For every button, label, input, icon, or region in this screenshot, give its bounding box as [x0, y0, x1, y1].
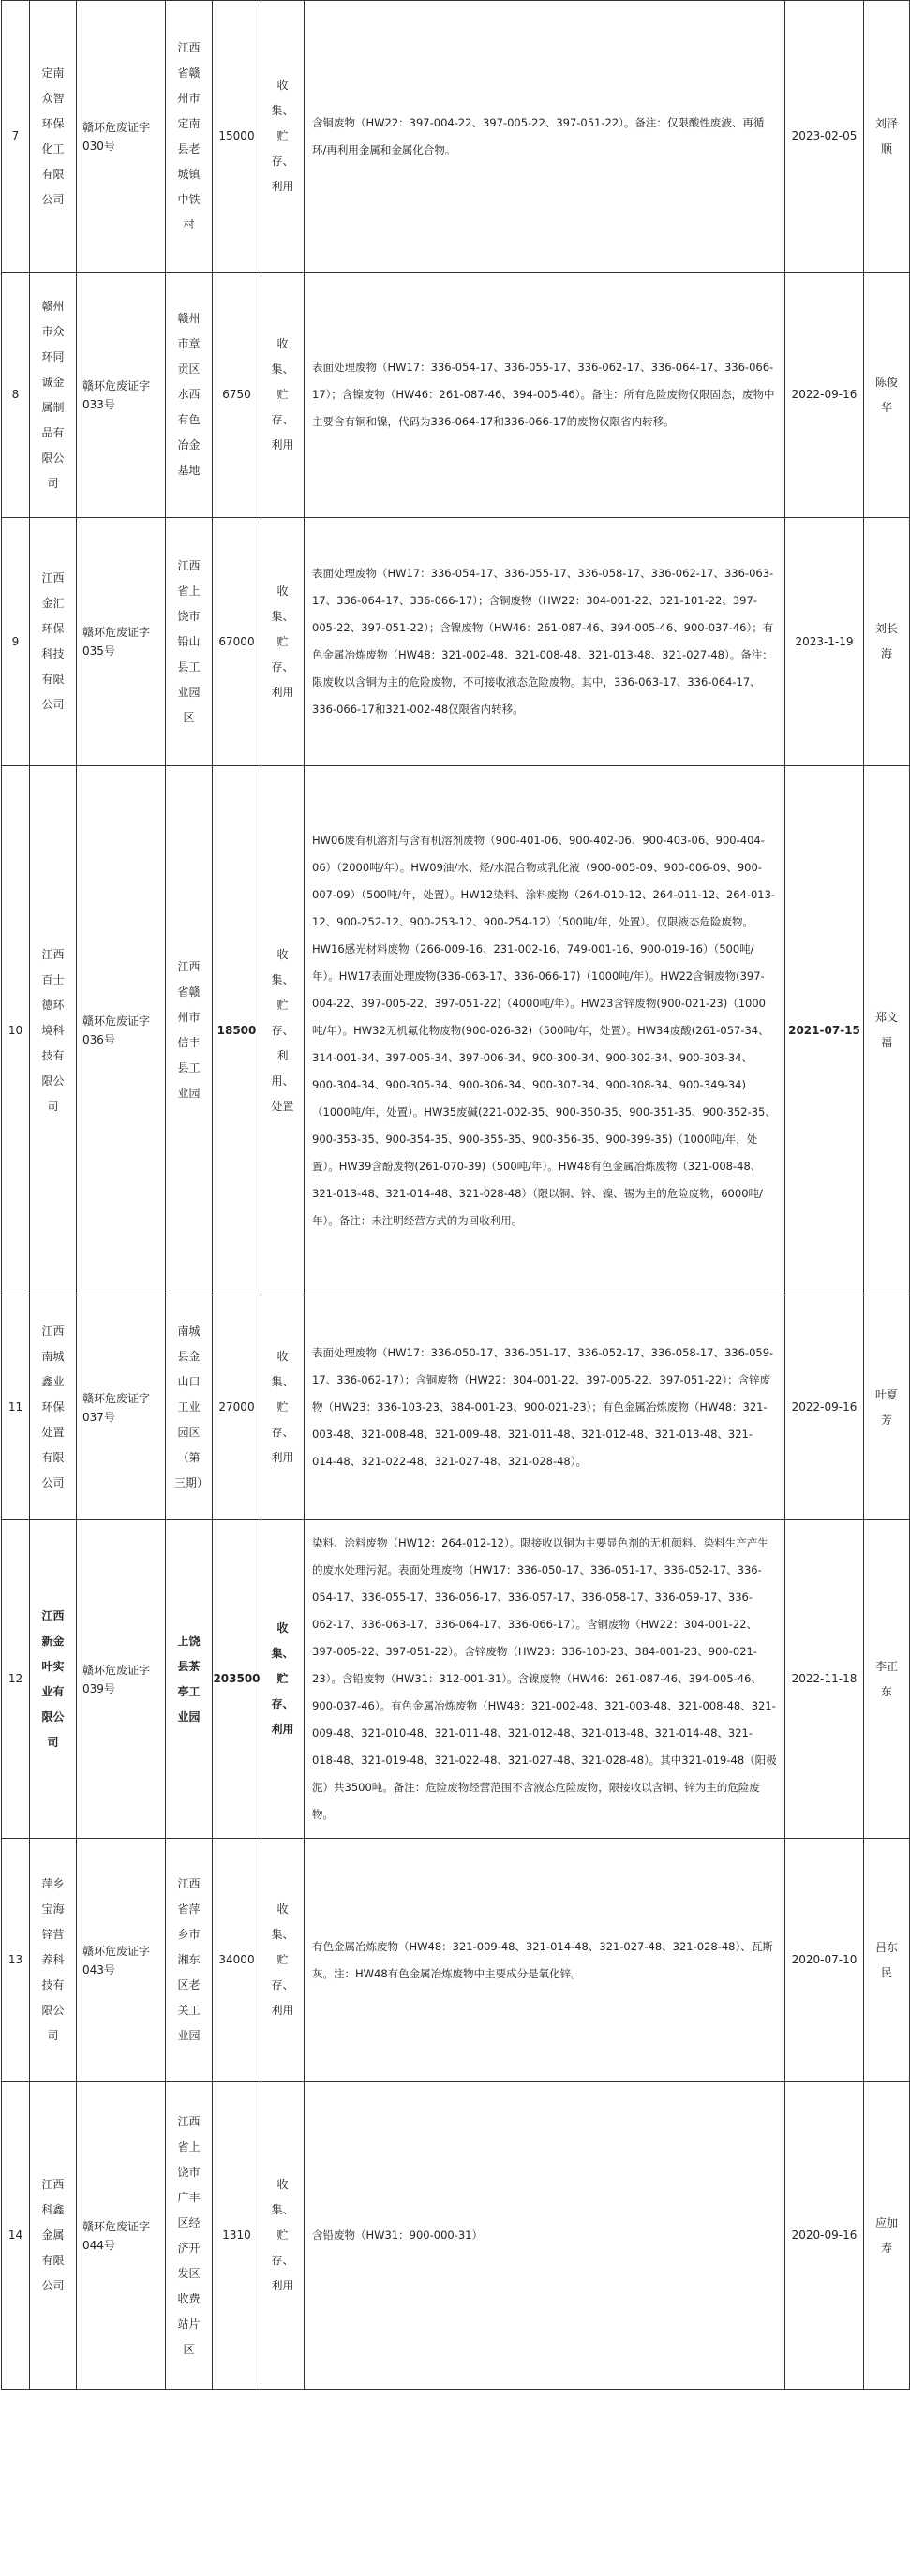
expiry-date: 2023-02-05: [785, 1, 864, 273]
operation-mode: 收集、贮存、利用: [261, 518, 305, 766]
expiry-date: 2021-07-15: [785, 766, 864, 1295]
facility-address: 上饶县茶亭工业园: [166, 1520, 213, 1839]
company-name: 江西南城鑫业环保处置有限公司: [30, 1295, 77, 1520]
row-number: 8: [2, 273, 30, 518]
expiry-date: 2022-09-16: [785, 1295, 864, 1520]
facility-address: 赣州市章贡区水西有色冶金基地: [166, 273, 213, 518]
operation-mode: 收集、贮存、利用: [261, 273, 305, 518]
license-number: 赣环危废证字043号: [77, 1839, 166, 2082]
legal-person: 叶夏芳: [864, 1295, 910, 1520]
waste-scope: 有色金属冶炼废物（HW48：321-009-48、321-014-48、321-027-48、321-028-48）、瓦斯灰。注：HW48有色金属冶炼废物中主要成分是氧化锌。: [305, 1839, 785, 2082]
table-row: [2, 518, 910, 766]
license-number: 赣环危废证字037号: [77, 1295, 166, 1520]
capacity-value: 203500: [213, 1520, 261, 1839]
company-name: 江西科鑫金属有限公司: [30, 2082, 77, 2390]
legal-person: 陈俊华: [864, 273, 910, 518]
expiry-date: 2020-07-10: [785, 1839, 864, 2082]
company-name: 赣州市众环同诚金属制品有限公司: [30, 273, 77, 518]
operation-mode: 收集、贮存、利用: [261, 2082, 305, 2390]
row-number: 12: [2, 1520, 30, 1839]
table-row: [2, 1839, 910, 2082]
expiry-date: 2022-09-16: [785, 273, 864, 518]
company-name: 定南众智环保化工有限公司: [30, 1, 77, 273]
license-number: 赣环危废证字036号: [77, 766, 166, 1295]
operation-mode: 收集、贮存、利用: [261, 1839, 305, 2082]
row-number: 7: [2, 1, 30, 273]
facility-address: 江西省赣州市信丰县工业园: [166, 766, 213, 1295]
table-row: [2, 1, 910, 273]
legal-person: 刘长海: [864, 518, 910, 766]
capacity-value: 6750: [213, 273, 261, 518]
capacity-value: 18500: [213, 766, 261, 1295]
expiry-date: 2022-11-18: [785, 1520, 864, 1839]
row-number: 14: [2, 2082, 30, 2390]
legal-person: 吕东民: [864, 1839, 910, 2082]
company-name: 江西百士德环境科技有限公司: [30, 766, 77, 1295]
waste-scope: 染料、涂料废物（HW12：264-012-12）。限接收以铜为主要显色剂的无机颜料、染料生产产生的废水处理污泥。表面处理废物（HW17：336-050-17、336-051-17、336-052-17、336-054-17、336-055-17、336-056-17、336-057-17、336-058-17、336-059-17、336-062-17、336-063-17、336-064-17、336-066-17）。含铜废物（HW22：304-001-22、397-005-22、397-051-22）。含锌废物（HW23：336-103-23、384-001-23、900-021-23）。含铅废物（HW31：312-001-31）。含镍废物（HW46：261-087-46、394-005-46、900-037-46）。有色金属冶炼废物（HW48：321-002-48、321-003-48、321-008-48、321-009-48、321-010-48、321-011-48、321-012-48、321-013-48、321-014-48、321-018-48、321-019-48、321-022-48、321-027-48、321-028-48）。其中321-019-48（阳极泥）共3500吨。备注：危险废物经营范围不含液态危险废物，限接收以含铜、锌为主的危险废物。: [305, 1520, 785, 1839]
table-body: [2, 1, 910, 2390]
waste-scope: 表面处理废物（HW17：336-054-17、336-055-17、336-062-17、336-064-17、336-066-17）；含镍废物（HW46：261-087-46、394-005-46）。备注：所有危险废物仅限固态，废物中主要含有铜和镍，代码为336-064-17和336-066-17的废物仅限省内转移。: [305, 273, 785, 518]
table-row: [2, 273, 910, 518]
table-row: [2, 766, 910, 1295]
capacity-value: 27000: [213, 1295, 261, 1520]
row-number: 11: [2, 1295, 30, 1520]
waste-scope: 含铜废物（HW22：397-004-22、397-005-22、397-051-22）。备注：仅限酸性废液、再循环/再利用金属和金属化合物。: [305, 1, 785, 273]
legal-person: 郑文福: [864, 766, 910, 1295]
waste-scope: HW06废有机溶剂与含有机溶剂废物（900-401-06、900-402-06、900-403-06、900-404-06）（2000吨/年）。HW09油/水、烃/水混合物或乳化液（900-005-09、900-006-09、900-007-09）（500吨/年，处置）。HW12染料、涂料废物（264-010-12、264-011-12、264-013-12、900-252-12、900-253-12、900-254-12）（500吨/年，处置）。仅限液态危险废物。HW16感光材料废物（266-009-16、231-002-16、749-001-16、900-019-16）（500吨/年）。HW17表面处理废物(336-063-17、336-066-17)（1000吨/年）。HW22含铜废物(397-004-22、397-005-22、397-051-22)（4000吨/年）。HW23含锌废物(900-021-23)（1000吨/年）。HW32无机氟化物废物(900-026-32)（500吨/年，处置）。HW34废酸(261-057-34、314-001-34、397-005-34、397-006-34、900-300-34、900-302-34、900-303-34、900-304-34、900-305-34、900-306-34、900-307-34、900-308-34、900-349-34)（1000吨/年，处置）。HW35废碱(221-002-35、900-350-35、900-351-35、900-352-35、900-353-35、900-354-35、900-355-35、900-356-35、900-399-35)（1000吨/年，处置）。HW39含酚废物(261-070-39)（500吨/年）。HW48有色金属冶炼废物（321-008-48、321-013-48、321-014-48、321-028-48）（限以铜、锌、镍、锡为主的危险废物，6000吨/年）。备注：未注明经营方式的为回收利用。: [305, 766, 785, 1295]
row-number: 10: [2, 766, 30, 1295]
expiry-date: 2023-1-19: [785, 518, 864, 766]
license-table: [1, 0, 910, 2390]
facility-address: 江西省上饶市广丰区经济开发区收费站片区: [166, 2082, 213, 2390]
company-name: 萍乡宝海锌营养科技有限公司: [30, 1839, 77, 2082]
operation-mode: 收集、贮存、利用: [261, 1, 305, 273]
license-number: 赣环危废证字030号: [77, 1, 166, 273]
license-number: 赣环危废证字044号: [77, 2082, 166, 2390]
expiry-date: 2020-09-16: [785, 2082, 864, 2390]
license-number: 赣环危废证字035号: [77, 518, 166, 766]
capacity-value: 15000: [213, 1, 261, 273]
facility-address: 南城县金山口工业园区（第三期）: [166, 1295, 213, 1520]
waste-scope: 表面处理废物（HW17：336-050-17、336-051-17、336-052-17、336-058-17、336-059-17、336-062-17）；含铜废物（HW22：304-001-22、397-005-22、397-051-22）；含锌废物（HW23：336-103-23、384-001-23、900-021-23）；有色金属冶炼废物（HW48：321-003-48、321-008-48、321-009-48、321-011-48、321-012-48、321-013-48、321-014-48、321-022-48、321-027-48、321-028-48）。: [305, 1295, 785, 1520]
table-row: [2, 1520, 910, 1839]
facility-address: 江西省萍乡市湘东区老关工业园: [166, 1839, 213, 2082]
company-name: 江西金汇环保科技有限公司: [30, 518, 77, 766]
license-number: 赣环危废证字033号: [77, 273, 166, 518]
waste-scope: 含铅废物（HW31：900-000-31）: [305, 2082, 785, 2390]
capacity-value: 1310: [213, 2082, 261, 2390]
operation-mode: 收集、贮存、利用: [261, 1295, 305, 1520]
waste-scope: 表面处理废物（HW17：336-054-17、336-055-17、336-058-17、336-062-17、336-063-17、336-064-17、336-066-17）；含铜废物（HW22：304-001-22、321-101-22、397-005-22、397-051-22）；含镍废物（HW46：261-087-46、394-005-46、900-037-46）；有色金属冶炼废物（HW48：321-002-48、321-008-48、321-013-48、321-027-48）。备注：限废收以含铜为主的危险废物，不可接收液态危险废物。其中，336-063-17、336-064-17、336-066-17和321-002-48仅限省内转移。: [305, 518, 785, 766]
facility-address: 江西省赣州市定南县老城镇中铁村: [166, 1, 213, 273]
table-row: [2, 2082, 910, 2390]
legal-person: 刘泽顺: [864, 1, 910, 273]
legal-person: 李正东: [864, 1520, 910, 1839]
table-row: [2, 1295, 910, 1520]
license-number: 赣环危废证字039号: [77, 1520, 166, 1839]
row-number: 9: [2, 518, 30, 766]
operation-mode: 收集、贮存、利用: [261, 1520, 305, 1839]
legal-person: 应加寿: [864, 2082, 910, 2390]
facility-address: 江西省上饶市铅山县工业园区: [166, 518, 213, 766]
capacity-value: 67000: [213, 518, 261, 766]
capacity-value: 34000: [213, 1839, 261, 2082]
company-name: 江西新金叶实业有限公司: [30, 1520, 77, 1839]
row-number: 13: [2, 1839, 30, 2082]
operation-mode: 收集、贮存、利用、处置: [261, 766, 305, 1295]
